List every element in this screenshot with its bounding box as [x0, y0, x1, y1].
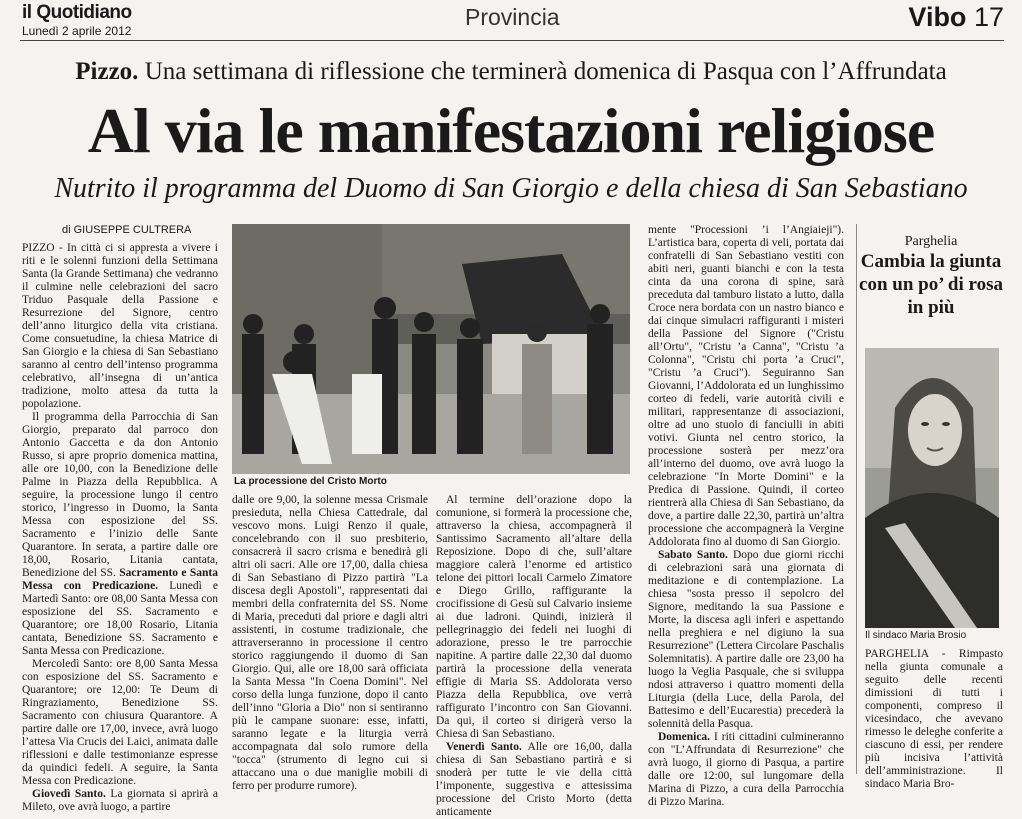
page-header [908, 2, 1004, 33]
paragraph: Al termine dell’orazione dopo la comunione, si formerà la processione che, attraverso la chiesa, accompagnerà il Santissimo Sacramento all’altare della Reposizione. Dopo di che, sull’altare maggiore calerà l’enorme ed artistico telone dei pittori locali Carmelo Zimatore e Diego Grillo, raffigurante la crocifissione di Gesù sul Calvario insieme ai due ladroni. Quindi, inizierà il pellegrinaggio dei fedeli nei luoghi di adorazione, presso le tre parrocchie napitine. A partire dalle 22,30 dal duomo partirà la processione della venerata effigie di Maria SS. Addolorata verso Piazza della Repubblica, ove verrà raffigurato l’incontro con San Giovanni. Da qui, il corteo si dirigerà verso la Chiesa di San Sebastiano. [436, 494, 632, 740]
kicker-place: Pizzo. [75, 58, 139, 85]
paragraph: Venerdì Santo. Alle ore 16,00, dalla chiesa di San Sebastiano partirà e si snoderà per tutte le vie della città l’imponente, suggestiva e attesissima processione del Cristo Morto (detta anticamente [436, 741, 633, 818]
mayor-portrait [865, 348, 999, 628]
article-column-2 [232, 494, 428, 792]
section-name: Provincia [465, 4, 560, 30]
sidebar-kicker: Parghelia [904, 234, 958, 249]
paragraph: Mercoledì Santo: ore 8,00 Santa Messa con esposizione del SS. Sacramento e Quarantore; ore 12,00: Te Deum di Ringraziamento, Benedizione SS. Sacramento con chiusura Quarantore. A partire dalle ore 17,00, invece, avrà luogo l’attesa Via Crucis dei Laici, animata dalle riflessioni e dalle testimonianze espresse da quindici fedeli. A seguire, la Santa Messa con Predicazione. [22, 658, 218, 787]
page-number: 17 [973, 2, 1004, 32]
sidebar-article [856, 224, 1005, 790]
portrait-illustration [865, 348, 999, 628]
article-column-3 [436, 494, 633, 818]
paragraph: PIZZO - In città ci si appresta a vivere i riti e le solenni funzioni della Settimana Santa (la Grande Settimana) che vedranno il culmine nelle celebrazioni del sacro Triduo Pasquale della Passione e Resurrezione del Signore, centro dell’anno liturgico della vita cristiana. Come consuetudine, la chiesa Matrice di San Giorgio e la chiesa di San Sebastiano saranno al centro dell’intenso programma celebrativo, all’insegna di un’antica tradizione, molto attesa da tutta la popolazione. [22, 242, 218, 410]
bold-lead: Venerdì Santo. [446, 741, 522, 753]
paragraph: Domenica. I riti cittadini culmineranno con "L’Affrundata di Resurrezione" che avrà luogo, il giorno di Pasqua, a partire dalle ore 12:00, sul lungomare della Marina di Pizzo, a cura della Parrocchia di Pizzo Marina. [648, 731, 844, 808]
newspaper-logo: il Quotidiano [22, 2, 132, 23]
bold-lead: Domenica. [658, 731, 711, 743]
byline: di GIUSEPPE CULTRERA [62, 224, 192, 236]
sidebar-title: Cambia la giunta con un po’ di rosa in più [859, 251, 1003, 318]
procession-photo [232, 224, 630, 474]
sidebar-photo-caption: Il sindaco Maria Brosio [865, 630, 967, 641]
paragraph: Giovedì Santo. La giornata si aprirà a Mileto, ove avrà luogo, a partire [22, 788, 218, 813]
article-subhead: Nutrito il programma del Duomo di San Giorgio e della chiesa di San Sebastiano [54, 173, 968, 204]
article-column-4 [648, 224, 844, 808]
paragraph: Sabato Santo. Dopo due giorni ricchi di celebrazioni sarà una giornata di meditazione e di contemplazione. La chiesa "sosta presso il sepolcro del Signore, meditando la sua Passione e Morte, la discesa agli inferi e aspettando nella preghiera e nel digiuno la sua Resurrezione" (Lettera Circolare Paschalis Solemnitatis). A partire dalle ore 23,00 ha luogo la Veglia Pasquale, che si sviluppa ndosi attraverso i quattro momenti della Liturgia (della Luce, della Parola, del Battesimo e dell’Eucarestia) precederà la solennità della Pasqua. [648, 549, 844, 730]
kicker-text: Una settimana di riflessione che terminerà domenica di Pasqua con l’Affrundata [144, 58, 947, 85]
procession-illustration [232, 224, 630, 474]
issue-date: Lunedì 2 aprile 2012 [22, 24, 132, 38]
bold-lead: Giovedì Santo. [32, 788, 106, 800]
header-rule [20, 40, 1004, 41]
bold-lead: Sabato Santo. [658, 549, 728, 561]
bold-phrase: Sacramento e Santa Messa con Predicazione. [22, 567, 218, 592]
region-name: Vibo [908, 2, 967, 32]
paragraph: mente "Processioni ’i l’Angiaieji"). L’artistica bara, coperta di veli, portata dai confratelli di San Sebastiano vestiti con abiti neri, guanti bianchi e con la testa cinta da una corona di spine, sarà preceduta dal tamburo listato a lutto, dalla Croce nera bordata con un nastro bianco e dai cinque simulacri raffiguranti i misteri della Passione del Signore ("Cristu all’Ortu", "Cristu ’a Canna", "Cristu ’a Colonna", "Cristu chi porta ’a Cruci", "Cristu ’a Cruci"). Seguiranno San Giovanni, l’Addolorata ed un lunghissimo corteo di fedeli, varie autorità civili e militari, rappresentanze di associazioni, oltre ad uno stuolo di fanciulli in abiti votivi. Giunta nel centro storico, la processione sosterà per mezz’ora all’interno del duomo, ove avrà luogo la celebrazione "In Morte Domini" e la Predica di Passione. Quindi, il corteo rientrerà alla Chiesa di San Sebastiano, da dove, a partire dalle 22,30, partirà un’altra processione che accompagnerà la Vergine Addolorata fino al duomo di San Giorgio. [648, 224, 844, 548]
paragraph: dalle ore 9,00, la solenne messa Crismale presieduta, nella Chiesa Cattedrale, dal vescovo mons. Luigi Renzo il quale, concelebrando con il suo presbiterio, consacrerà il sacro crisma e benedirà gli altri oli sacri. Alle ore 17,00, dalla chiesa di San Sebastiano di Pizzo partirà "La discesa degli Apostoli", rappresentati dai membri della confraternita del SS. Nome di Maria, preceduti dal priore e dagli altri assistenti, in costume tradizionale, che attraverseranno in processione il centro storico raggiungendo il duomo di San Giorgio. Qui, alle ore 18,00 sarà officiata la Santa Messa "In Coena Domini". Nel corso della lunga funzione, dopo il canto dell’inno "Gloria a Dio" non si sentiranno più le campane suonare: esse, infatti, saranno legate e la liturgia verrà accompagnata dal solo rumore della "tocca" (strumento di legno cui si attaccano una o due maniglie mobili di ferro per produrre rumore). [232, 494, 428, 792]
article-headline: Al via le manifestazioni religiose [87, 95, 935, 166]
sidebar-text: PARGHELIA - Rimpasto nella giunta comunale a seguito delle recenti dimissioni di tutti i componenti, compreso il vicesindaco, che avevano rimesso le deleghe conferite a ciascuno di essi, per rendere più incisiva l’attività dell’amministrazione. Il sindaco Maria Bro- [865, 648, 1003, 790]
masthead [0, 0, 1022, 40]
article-kicker [0, 58, 1022, 86]
paragraph: Il programma della Parrocchia di San Giorgio, preparato dal parroco don Antonio Gaccetta e da don Antonio Russo, si apre proprio domenica mattina, alle ore 10,00, con la Benedizione delle Palme in Piazza della Repubblica. A seguire, la processione lungo il centro storico, l’ingresso in Duomo, la Santa Messa con esposizione del SS. Sacramento e l’inizio delle Sante Quarantore. In serata, a partire dalle ore 18,00, Rosario, Litania cantata, Benedizione del SS. Sacramento e Santa Messa con Predicazione. Lunedì e Martedì Santo: ore 08,00 Santa Messa con esposizione del SS. Sacramento e Quarantore; ore 18,00 Rosario, Litania cantata, Benedizione SS. Sacramento e Santa Messa con Predicazione. [22, 411, 218, 657]
photo-caption: La processione del Cristo Morto [234, 476, 387, 487]
article-column-1 [22, 242, 218, 813]
